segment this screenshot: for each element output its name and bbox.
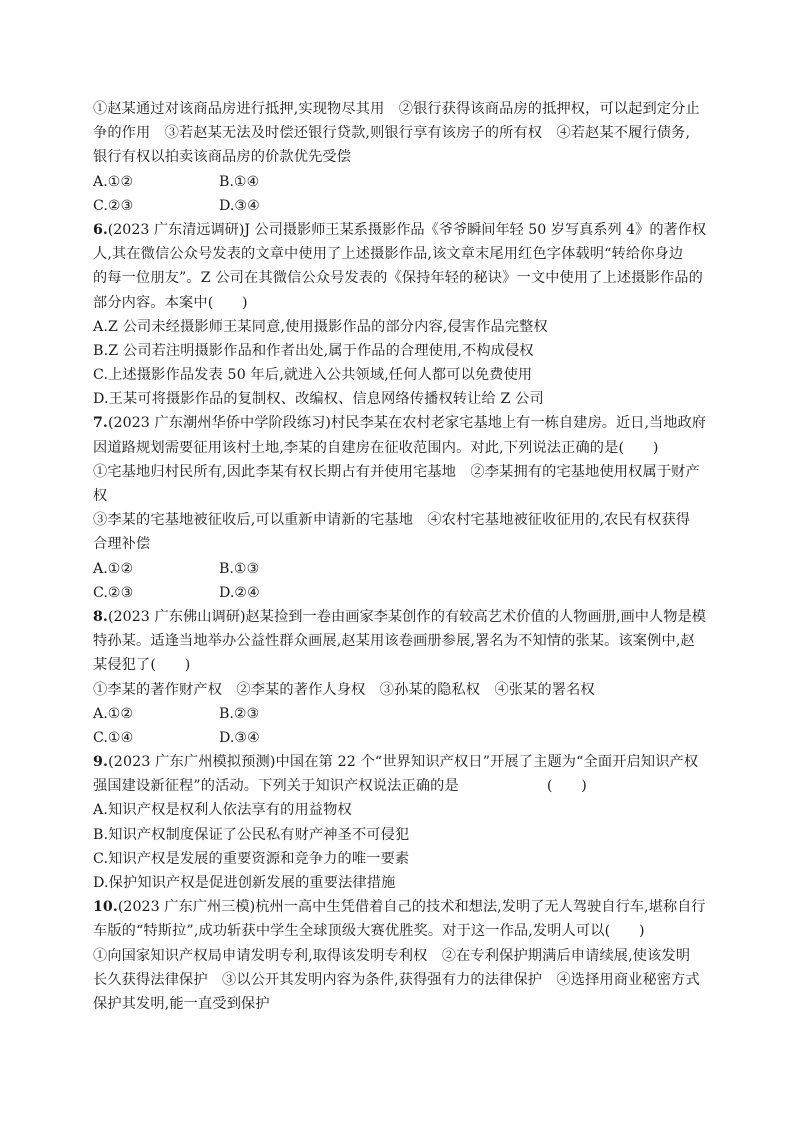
q10-stem-line-2: 车版的“特斯拉”,成功斩获中学生全球顶级大赛优胜奖。对于这一作品,发明人可以( ) xyxy=(93,923,645,940)
q5-options-row-1 xyxy=(93,170,705,194)
q8-stem-text-1: (2023 广东佛山调研)赵某捡到一卷由画家李某创作的有较高艺术价值的人物画册,画中人物是模 xyxy=(107,608,707,625)
q6-stem-line-3: 的每一位朋友”。Z 公司在其微信公众号发表的《保持年轻的秘诀》一文中使用了上述摄影作品的 xyxy=(93,270,703,287)
q9-choice-d[interactable]: D.保护知识产权是促进创新发展的重要法律措施 xyxy=(93,875,396,891)
q7-options-row-1 xyxy=(93,557,705,581)
q7-stem-text-1: (2023 广东潮州华侨中学阶段练习)村民李某在农村老家宅基地上有一栋自建房。近日,当地政府 xyxy=(107,415,707,432)
q8-statement-line-1: ①李某的著作财产权 ②李某的著作人身权 ③孙某的隐私权 ④张某的署名权 xyxy=(93,681,595,698)
q5-statement-line-3: 银行有权以拍卖该商品房的价款优先受偿 xyxy=(93,149,352,166)
q7-number: 7. xyxy=(93,415,108,432)
q8-stem-line-1 xyxy=(93,605,705,629)
q5-options-row-2 xyxy=(93,194,705,218)
q8-stem-line-2: 特孙某。适逢当地举办公益性群众画展,赵某用该卷画册参展,署名为不知情的张某。该案例中,赵 xyxy=(93,633,695,650)
q7-stem-line-2: 因道路规划需要征用该村土地,李某的自建房在征收范围内。对此,下列说法正确的是( ) xyxy=(93,439,659,456)
q8-number: 8. xyxy=(93,608,108,625)
q9-choice-c[interactable]: C.知识产权是发展的重要资源和竞争力的唯一要素 xyxy=(93,850,410,867)
q7-stem-line-1 xyxy=(93,411,705,435)
q7-option-c[interactable]: C.②③ xyxy=(93,584,134,601)
q8-option-b[interactable]: B.②③ xyxy=(219,705,260,722)
q10-statement-line-3: 保护其发明,能一直受到保护 xyxy=(93,995,270,1012)
q7-option-a[interactable]: A.①② xyxy=(93,560,134,577)
q8-options-row-2 xyxy=(93,726,705,750)
q5-option-c[interactable]: C.②③ xyxy=(93,197,134,214)
q6-stem-line-4: 部分内容。本案中( ) xyxy=(93,294,248,311)
q5-option-d[interactable]: D.③④ xyxy=(219,197,260,214)
q10-statement-line-1: ①向国家知识产权局申请发明专利,取得该发明专利权 ②在专利保护期满后申请续展,使该发明 xyxy=(93,947,691,964)
q7-statement-line-2: 权 xyxy=(93,488,108,504)
q9-choice-a[interactable]: A.知识产权是权利人依法享有的用益物权 xyxy=(93,802,352,819)
q8-option-c[interactable]: C.①④ xyxy=(93,729,134,746)
q7-statement-line-1: ①宅基地归村民所有,因此李某有权长期占有并使用宅基地 ②李某拥有的宅基地使用权属于财产 xyxy=(93,463,700,480)
q9-stem-text-2: 强国建设新征程”的活动。下列关于知识产权说法正确的是 xyxy=(93,778,459,795)
q7-statement-line-4: 合理补偿 xyxy=(93,536,151,553)
q9-stem-line-1 xyxy=(93,750,705,774)
q7-statement-line-3: ③李某的宅基地被征收后,可以重新申请新的宅基地 ④农村宅基地被征收征用的,农民有权获得 xyxy=(93,512,691,529)
q7-options-row-2 xyxy=(93,581,705,605)
q8-options-row-1 xyxy=(93,702,705,726)
q9-answer-parens: ( ) xyxy=(546,778,587,795)
q8-option-a[interactable]: A.①② xyxy=(93,705,134,722)
q5-option-a[interactable]: A.①② xyxy=(93,173,134,190)
q6-choice-c[interactable]: C.上述摄影作品发表 50 年后,就进入公共领域,任何人都可以免费使用 xyxy=(93,367,533,384)
q8-stem-line-3: 某侵犯了( ) xyxy=(93,657,191,674)
q7-option-d[interactable]: D.②④ xyxy=(219,584,260,601)
q5-statement-line-1: ①赵某通过对该商品房进行抵押,实现物尽其用 ②银行获得该商品房的抵押权，可以起到定分止 xyxy=(93,101,700,117)
q6-stem-line-1 xyxy=(93,218,705,242)
q9-number: 9. xyxy=(93,754,109,771)
q5-statement-line-2: 争的作用 ③若赵某无法及时偿还银行贷款,则银行享有该房子的所有权 ④若赵某不履行债务, xyxy=(93,125,691,142)
q6-choice-d[interactable]: D.王某可将摄影作品的复制权、改编权、信息网络传播权转让给 Z 公司 xyxy=(93,391,544,408)
q6-stem-line-2: 人,其在微信公众号发表的文章中使用了上述摄影作品,该文章末尾用红色字体载明“转给你身边 xyxy=(93,246,684,263)
q7-option-b[interactable]: B.①③ xyxy=(219,560,260,577)
q10-statement-line-2: 长久获得法律保护 ③以公开其发明内容为条件,获得强有力的法律保护 ④选择用商业秘密方式 xyxy=(93,971,700,988)
q10-stem-text-1: (2023 广东广州三模)杭州一高中生凭借着自己的技术和想法,发明了无人驾驶自行车,堪称自行 xyxy=(117,899,706,916)
q8-option-d[interactable]: D.③④ xyxy=(219,729,260,746)
q5-option-b[interactable]: B.①④ xyxy=(219,173,260,190)
exam-page xyxy=(93,97,705,1016)
q6-choice-b[interactable]: B.Z 公司若注明摄影作品和作者出处,属于作品的合理使用,不构成侵权 xyxy=(93,342,534,359)
q9-choice-b[interactable]: B.知识产权制度保证了公民私有财产神圣不可侵犯 xyxy=(93,826,410,843)
q6-stem-text-1: (2023 广东清远调研)J 公司摄影师王某系摄影作品《爷爷瞬间年轻 50 岁写真系列 4》的著作权 xyxy=(107,221,707,238)
q6-number: 6. xyxy=(93,221,108,238)
q9-stem-text-1: (2023 广东广州模拟预测)中国在第 22 个“世界知识产权日”开展了主题为“全面开启知识产权 xyxy=(108,754,699,771)
q10-stem-line-1 xyxy=(93,895,705,919)
q6-choice-a[interactable]: A.Z 公司未经摄影师王某同意,使用摄影作品的部分内容,侵害作品完整权 xyxy=(93,318,548,335)
q10-number: 10. xyxy=(93,899,118,916)
q9-stem-line-2 xyxy=(93,774,705,798)
